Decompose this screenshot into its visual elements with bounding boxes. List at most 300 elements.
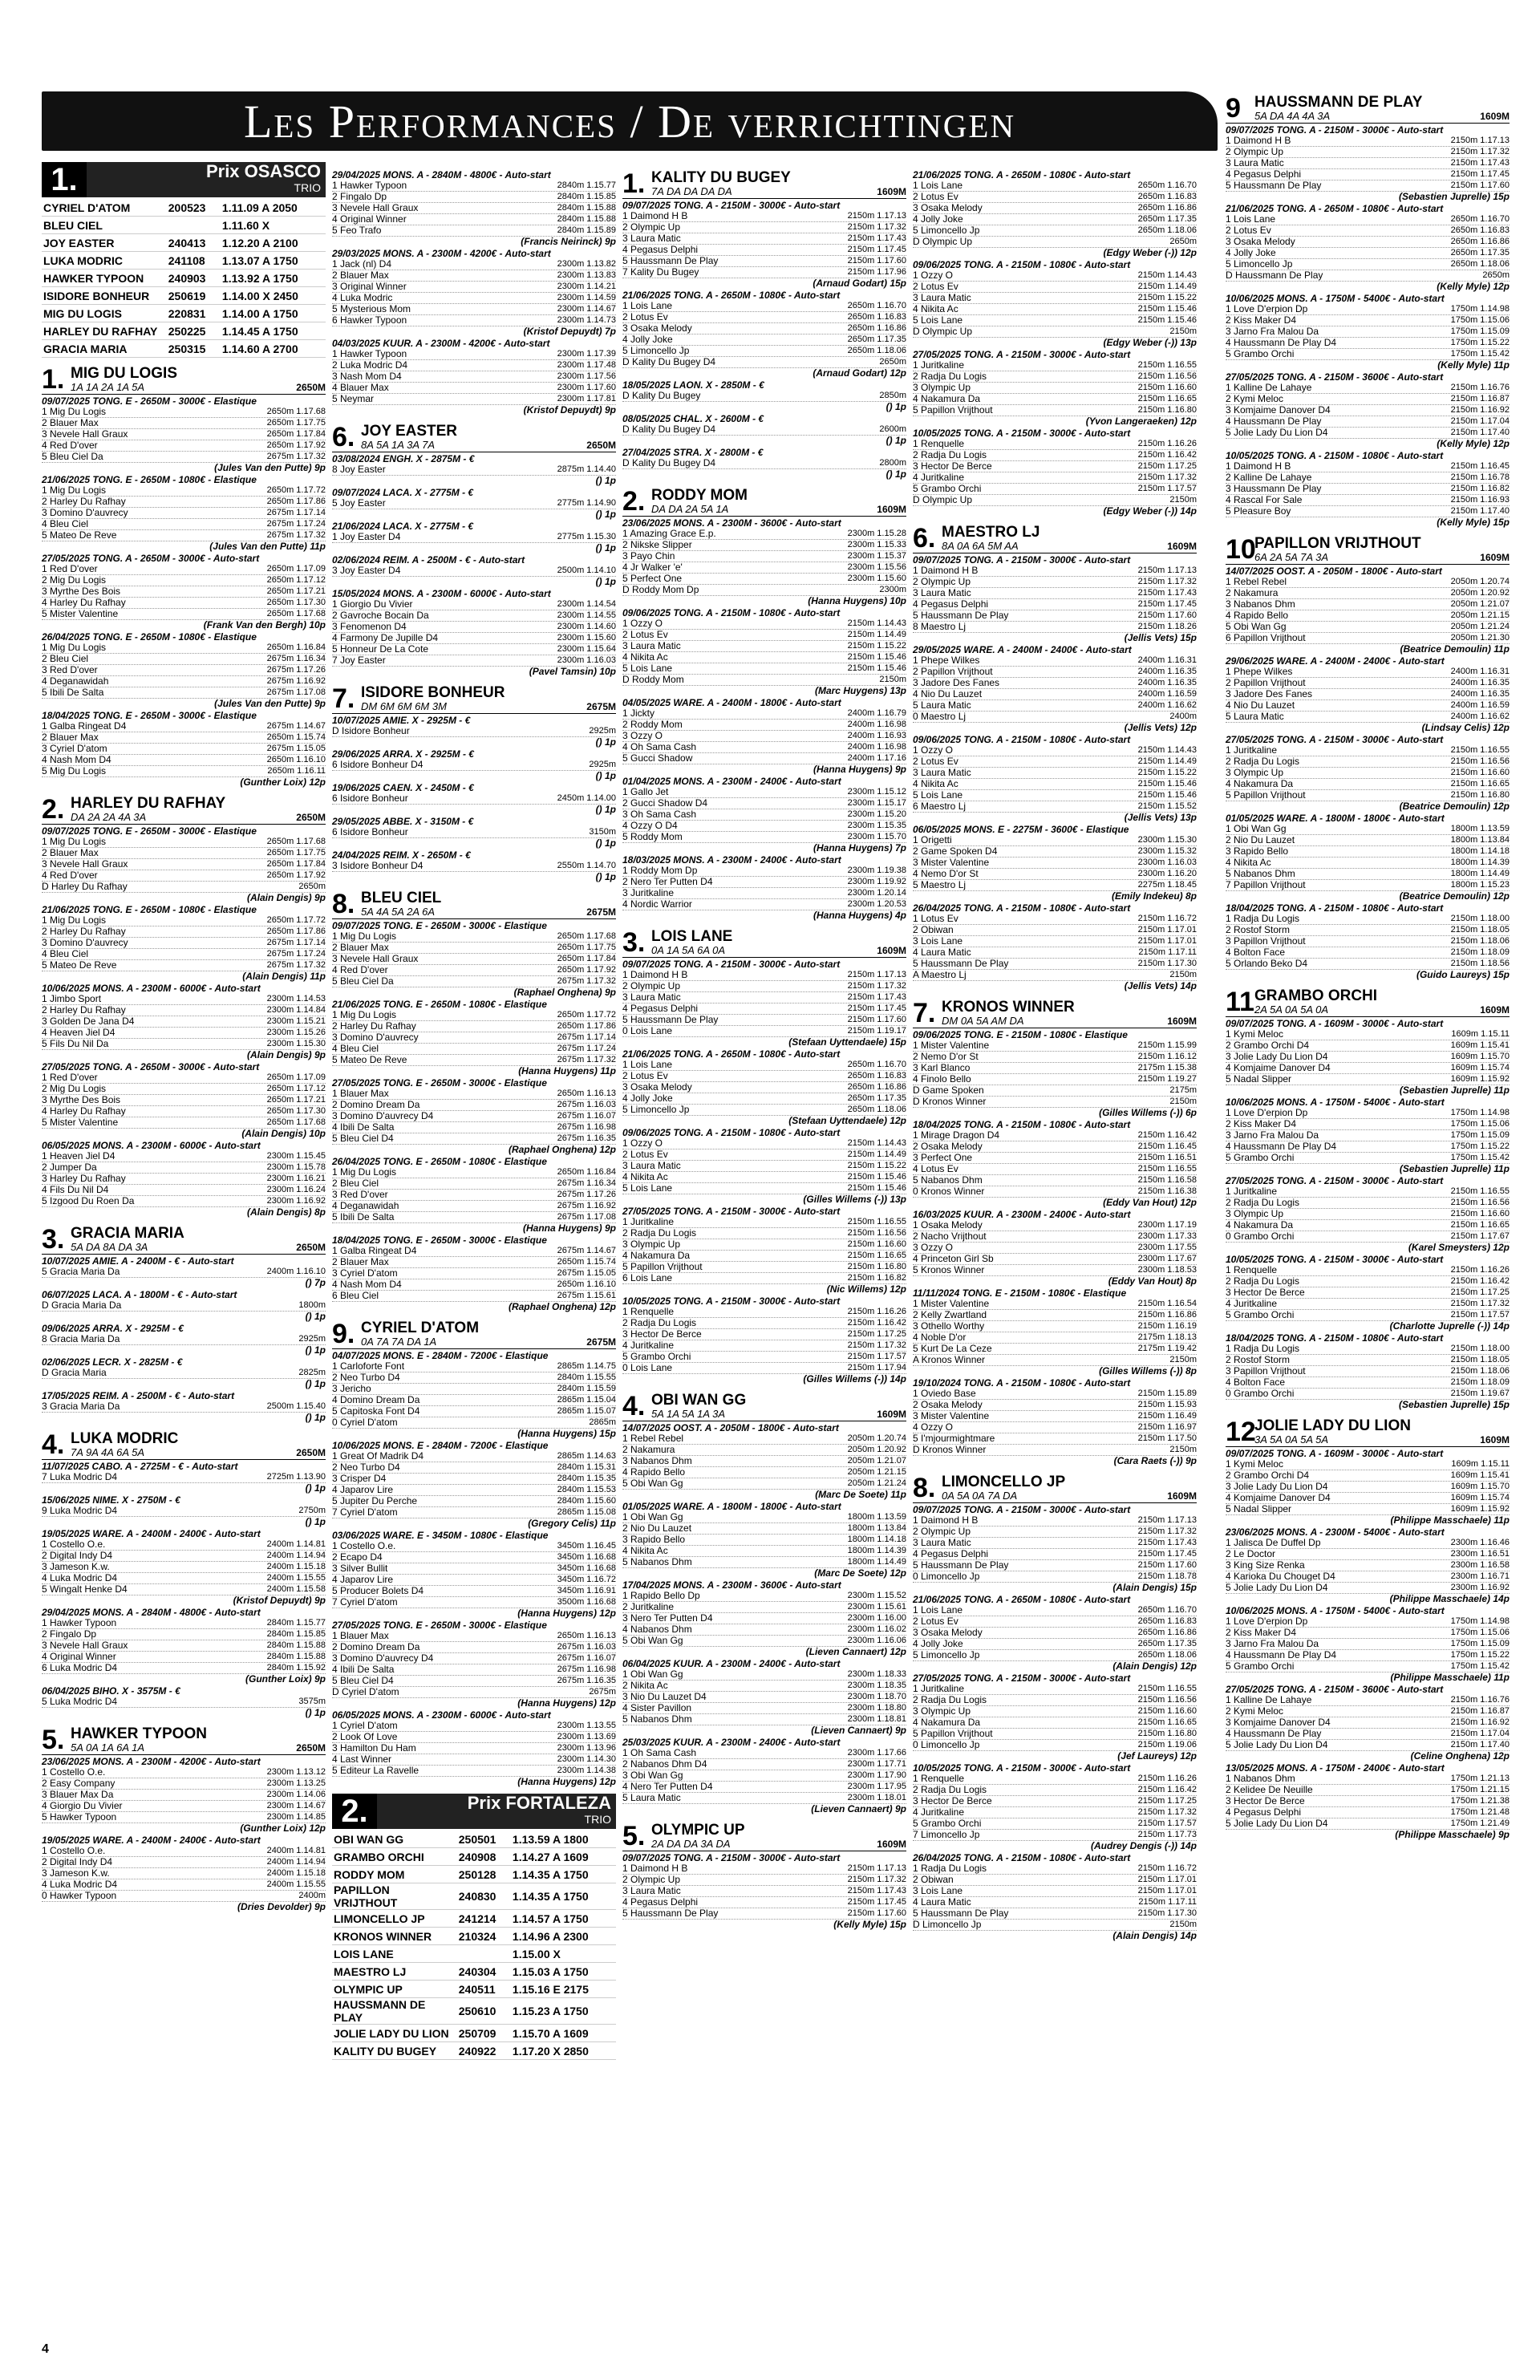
race-jockey: (Kristof Depuydt) 7p — [523, 326, 616, 337]
result-horse: 2 Game Spoken D4 — [913, 845, 998, 857]
race-jockey: (Hanna Huygens) 12p — [517, 1608, 616, 1619]
result-time: 2600m — [879, 424, 906, 434]
result-time: 1750m 1.15.09 — [1450, 326, 1510, 336]
race-result-row — [332, 1178, 616, 1190]
past-race — [622, 414, 906, 446]
result-horse: 4 Finolo Bello — [913, 1073, 971, 1085]
result-horse: 3 Jolie Lady Du Lion D4 — [1226, 1051, 1328, 1062]
race-result-row — [42, 643, 326, 654]
result-horse: 5 Nabanos Dhm — [913, 1174, 983, 1186]
result-time: 2300m 1.15.35 — [847, 821, 906, 830]
race-result-row — [42, 1790, 326, 1801]
result-horse: 5 Mateo De Reve — [332, 1054, 407, 1065]
race-heading: 11/11/2024 TONG. E - 2150M - 1080€ - Elastique — [913, 1287, 1127, 1299]
horse-list — [42, 366, 326, 1912]
horse-distance: 1609M — [877, 1839, 906, 1850]
result-horse: 4 Haussmann De Play — [1226, 1728, 1322, 1739]
result-time: 2650m 1.17.21 — [266, 586, 326, 596]
result-time: 2300m 1.17.66 — [847, 1748, 906, 1758]
horse-date — [457, 1945, 511, 1963]
result-horse: 5 Grambo Orchi — [1226, 1309, 1295, 1320]
result-time: 2875m 1.14.40 — [557, 464, 616, 474]
result-time: 2800m — [879, 458, 906, 468]
race-result-row — [42, 1778, 326, 1790]
result-horse: 5 Bleu Ciel D4 — [332, 1133, 394, 1144]
result-horse: 2 Le Doctor — [1226, 1548, 1276, 1559]
result-time: 2150m 1.17.32 — [847, 981, 906, 991]
result-time: 2150m 1.16.42 — [1450, 1276, 1510, 1286]
race-result-row — [913, 1186, 1197, 1198]
result-horse: 4 Luka Modric D4 — [42, 1572, 118, 1583]
race-jockey: () 1p — [595, 542, 616, 553]
race-result-row — [622, 888, 906, 899]
race-result-row — [1226, 1366, 1510, 1377]
result-horse: 4 Pegasus Delphi — [622, 244, 699, 255]
result-time: 2150m 1.17.45 — [847, 1003, 906, 1013]
past-race — [913, 645, 1197, 733]
result-time: 2300m 1.15.28 — [847, 529, 906, 538]
past-race — [913, 735, 1197, 823]
past-race — [913, 428, 1197, 517]
race-result-row — [332, 282, 616, 293]
result-time: 2650m 1.18.06 — [847, 346, 906, 355]
result-time: 2650m 1.16.84 — [266, 643, 326, 652]
result-horse: 4 Pegasus Delphi — [622, 1003, 699, 1014]
result-horse: 3 Nevele Hall Graux — [42, 1640, 128, 1651]
result-time: 2150m 1.16.55 — [1137, 360, 1197, 370]
result-time: 2650m 1.16.83 — [847, 1071, 906, 1081]
race-result-row — [42, 1640, 326, 1652]
horse-name: KALITY DU BUGEY — [332, 2042, 457, 2060]
result-time: 1800m 1.13.59 — [1450, 824, 1510, 833]
race-jockey: () 7p — [305, 1277, 326, 1288]
result-time: 2675m 1.16.92 — [557, 1201, 616, 1210]
horse-record: 1.15.23 A 1750 — [511, 1998, 616, 2025]
result-time: 2150m 1.16.78 — [1450, 472, 1510, 482]
result-time: 2400m 1.15.18 — [266, 1562, 326, 1571]
race-result-row — [1226, 1482, 1510, 1493]
race-jockey: (Gunther Loix) 9p — [245, 1673, 326, 1685]
result-horse: 1 Love D'erpion Dp — [1226, 1616, 1308, 1627]
horse-record: 1.15.70 A 1609 — [511, 2025, 616, 2042]
past-race — [1226, 372, 1510, 449]
result-time: 2150m 1.17.60 — [1137, 610, 1197, 620]
past-race — [913, 1288, 1197, 1377]
result-time: 2300m 1.19.92 — [847, 877, 906, 886]
past-race — [622, 1737, 906, 1814]
result-time: 2300m 1.13.96 — [557, 1743, 616, 1753]
result-time: 1750m 1.15.22 — [1450, 338, 1510, 347]
race-result-row — [42, 1039, 326, 1050]
race-result-row — [42, 586, 326, 598]
result-horse: 4 Red D'over — [42, 440, 98, 451]
ranking-row — [332, 2042, 616, 2060]
result-horse: 2 Fingalo Dp — [42, 1628, 97, 1640]
race-result-row — [1226, 869, 1510, 880]
result-horse: 5 Feo Trafo — [332, 225, 382, 236]
ranking-row — [332, 1928, 616, 1945]
result-horse: D Game Spoken — [913, 1085, 984, 1096]
result-time: 2550m 1.14.70 — [557, 861, 616, 870]
result-time: 2300m 1.14.84 — [266, 1005, 326, 1015]
result-time: 2150m 1.17.43 — [847, 233, 906, 243]
race-heading: 29/06/2025 ARRA. X - 2925M - € — [332, 748, 474, 760]
horse-date: 240903 — [167, 270, 221, 287]
past-race — [622, 1580, 906, 1657]
result-time: 2150m 1.15.46 — [847, 652, 906, 662]
race-result-row — [622, 1523, 906, 1535]
horse-header — [913, 1474, 1197, 1503]
horse-name: LOIS LANE — [332, 1945, 457, 1963]
race-heading: 01/05/2025 WARE. A - 1800M - 1800€ - Auto-start — [622, 1501, 841, 1512]
race-result-row — [913, 1310, 1197, 1321]
result-time: 2840m 1.15.88 — [557, 203, 616, 213]
past-race — [622, 1128, 906, 1205]
race-result-row — [913, 293, 1197, 304]
result-time: 2150m 1.14.43 — [1137, 270, 1197, 280]
result-time: 2675m 1.17.24 — [266, 949, 326, 959]
result-horse: 2 Nero Ter Putten D4 — [622, 876, 713, 887]
result-horse: 1 Mig Du Logis — [42, 914, 107, 926]
race-result-row — [1226, 506, 1510, 517]
result-horse: 3 Nevele Hall Graux — [332, 953, 419, 964]
result-horse: 4 Nakamura Da — [913, 1717, 981, 1728]
past-race — [332, 339, 616, 416]
race-result-row — [332, 1384, 616, 1395]
result-horse: 0 Limoncello Jp — [913, 1739, 980, 1750]
horse-date: 250610 — [457, 1998, 511, 2025]
result-time: 2650m 1.17.86 — [266, 926, 326, 936]
race-result-row — [332, 1167, 616, 1178]
race-result-row — [622, 267, 906, 278]
result-time: 2175m — [1169, 1085, 1197, 1095]
race-result-row — [332, 270, 616, 282]
past-race — [1226, 656, 1510, 733]
result-time: 1750m 1.15.42 — [1450, 1661, 1510, 1671]
race-result-row — [1226, 1153, 1510, 1164]
horse-music: DA DA 2A 5A 1A — [651, 503, 729, 515]
result-time: 2300m 1.20.14 — [847, 888, 906, 898]
race-heading: 19/10/2024 TONG. A - 2150M - 1080€ - Auto-start — [913, 1377, 1131, 1389]
result-horse: 2 Digital Indy D4 — [42, 1550, 113, 1561]
result-time: 2150m 1.15.22 — [1137, 293, 1197, 302]
horse-date: 220831 — [167, 305, 221, 322]
past-race — [913, 1378, 1197, 1466]
result-horse: 4 Noble D'or — [913, 1332, 967, 1343]
race-heading: 21/06/2025 TONG. E - 2650M - 1080€ - Elastique — [42, 474, 257, 485]
result-horse: 2 Kiss Maker D4 — [1226, 1627, 1297, 1638]
result-time: 2150m 1.17.01 — [1137, 936, 1197, 946]
result-time: 2650m — [1169, 237, 1197, 246]
past-race — [913, 1853, 1197, 1941]
result-time: 2675m 1.16.07 — [557, 1111, 616, 1121]
race-result-row — [42, 1334, 326, 1345]
result-time: 2300m 1.17.95 — [847, 1782, 906, 1791]
result-time: 3450m 1.16.68 — [557, 1563, 616, 1573]
race-jockey: (Marc De Soete) 12p — [814, 1567, 906, 1579]
race-result-row — [913, 405, 1197, 416]
result-time: 2150m 1.16.55 — [1137, 1684, 1197, 1693]
race-result-row — [622, 1456, 906, 1467]
race-result-row — [913, 588, 1197, 599]
horse-record: 1.11.09 A 2050 — [221, 199, 326, 217]
result-horse: 5 Hawker Typoon — [42, 1811, 117, 1823]
result-time: 3450m 1.16.68 — [557, 1552, 616, 1562]
result-horse: 5 Lois Lane — [913, 789, 963, 801]
result-horse: 1 Mig Du Logis — [42, 406, 107, 417]
race-result-row — [913, 1052, 1197, 1063]
race-result-row — [622, 753, 906, 764]
result-time: 1609m 1.15.11 — [1451, 1029, 1510, 1039]
result-horse: D Olympic Up — [913, 326, 973, 337]
result-time: 2150m 1.16.86 — [1137, 1310, 1197, 1320]
race-result-row — [913, 1875, 1197, 1886]
result-horse: 2 Osaka Melody — [913, 1141, 983, 1152]
result-time: 2300m 1.13.12 — [266, 1767, 326, 1777]
result-time: 2300m 1.14.30 — [557, 1754, 616, 1764]
race-result-row — [913, 1897, 1197, 1908]
race-number: 1. — [42, 162, 87, 197]
result-horse: 3 Laura Matic — [913, 1537, 971, 1548]
race-heading: 09/06/2025 TONG. A - 2150M - 1080€ - Auto-start — [913, 259, 1131, 270]
race-result-row — [42, 926, 326, 938]
result-horse: 2 Lotus Ev — [622, 311, 668, 322]
past-race — [1226, 1527, 1510, 1604]
race-jockey: (Kristof Depuydt) 9p — [523, 404, 616, 416]
result-time: 2300m 1.18.70 — [847, 1692, 906, 1701]
result-horse: 1 Giorgio Du Vivier — [332, 598, 413, 610]
race-heading: 17/05/2025 REIM. A - 2500M - € - Auto-start — [42, 1390, 235, 1401]
result-time: 2150m 1.17.57 — [1137, 484, 1197, 493]
horse-name: GRACIA MARIA — [42, 340, 167, 358]
race-heading: 13/05/2025 MONS. A - 1750M - 2400€ - Auto-start — [1226, 1762, 1445, 1774]
race-result-row — [332, 1541, 616, 1552]
result-time: 2650m 1.16.83 — [1137, 1616, 1197, 1626]
race-result-row — [1226, 1706, 1510, 1717]
result-horse: 2 Blauer Max — [332, 942, 389, 953]
result-time: 2050m 1.21.15 — [847, 1467, 906, 1477]
result-time: 2150m 1.16.65 — [847, 1251, 906, 1260]
result-horse: 5 Lois Lane — [622, 663, 673, 674]
past-race — [42, 1495, 326, 1527]
race-result-row — [332, 180, 616, 192]
race-heading: 09/06/2025 TONG. E - 2150M - 1080€ - Elastique — [913, 1029, 1128, 1040]
race-result-row — [1226, 1774, 1510, 1785]
race-result-row — [913, 970, 1197, 981]
race-result-row — [913, 484, 1197, 495]
horse-record: 1.14.00 A 1750 — [221, 305, 326, 322]
past-race — [332, 1078, 616, 1155]
race-result-row — [913, 835, 1197, 846]
result-time: 2400m 1.14.94 — [266, 1551, 326, 1560]
race-result-row — [42, 1151, 326, 1162]
past-race — [913, 260, 1197, 348]
result-horse: 3 Osaka Melody — [1226, 236, 1295, 247]
race-result-row — [42, 1562, 326, 1573]
race-result-row — [622, 574, 906, 585]
race-jockey: () 1p — [595, 475, 616, 486]
race-result-row — [622, 832, 906, 843]
result-horse: 4 Jolly Joke — [622, 1093, 673, 1104]
result-horse: 5 Neymar — [332, 393, 375, 404]
race-result-row — [913, 315, 1197, 326]
race-result-row — [913, 846, 1197, 858]
race-jockey: () 1p — [595, 576, 616, 587]
result-time: 2650m 1.16.70 — [847, 301, 906, 310]
result-time: 2840m 1.15.88 — [266, 1652, 326, 1661]
race-result-row — [913, 461, 1197, 472]
race-jockey: (Stefaan Uyttendaele) 15p — [788, 1036, 906, 1048]
result-horse: 1 Mig Du Logis — [42, 836, 107, 847]
result-time: 2150m 1.16.58 — [1137, 1175, 1197, 1185]
result-time: 2050m 1.21.30 — [1450, 633, 1510, 643]
race-result-row — [1226, 1220, 1510, 1231]
result-time: 2150m 1.16.80 — [1137, 405, 1197, 415]
race-result-row — [1226, 1029, 1510, 1040]
race-result-row — [913, 880, 1197, 891]
result-time: 2400m 1.15.55 — [266, 1573, 326, 1583]
race-heading: 29/05/2025 ABBE. X - 3150M - € — [332, 816, 474, 827]
horse-entry — [913, 999, 1197, 1466]
race-result-row — [622, 1329, 906, 1340]
result-time: 2150m 1.18.00 — [1450, 1344, 1510, 1353]
result-time: 2300m 1.17.90 — [847, 1770, 906, 1780]
past-race — [1226, 1449, 1510, 1526]
result-horse: 3 Osaka Melody — [622, 1081, 692, 1093]
past-race — [332, 1157, 616, 1234]
result-time: 2050m 1.20.74 — [1450, 577, 1510, 586]
race-result-row — [332, 1575, 616, 1586]
race-heading: 27/05/2025 TONG. A - 2150M - 3000€ - Auto-start — [913, 349, 1131, 360]
race-result-row — [1226, 1538, 1510, 1549]
horse-name: PAPILLON VRIJTHOUT — [1254, 535, 1421, 552]
race-result-row — [1226, 1639, 1510, 1650]
race-result-row — [622, 1557, 906, 1568]
result-horse: 5 Laura Matic — [913, 699, 971, 711]
race-result-row — [332, 371, 616, 383]
result-time: 2050m 1.21.07 — [847, 1456, 906, 1466]
horse-number: 6. — [913, 523, 936, 553]
result-horse: 1 Hawker Typoon — [42, 1617, 117, 1628]
race-jockey: () 1p — [305, 1344, 326, 1356]
result-horse: D Kality Du Bugey — [622, 390, 701, 401]
result-horse: 1 Ozzy O — [913, 270, 954, 281]
result-horse: 5 Limoncello Jp — [622, 345, 690, 356]
race-result-row — [332, 943, 616, 954]
past-race — [913, 1030, 1197, 1118]
result-horse: D Roddy Mom — [622, 674, 684, 685]
race-result-row — [42, 1801, 326, 1812]
result-time: 2300m 1.15.30 — [266, 1039, 326, 1048]
result-horse: 1 Gallo Jet — [622, 786, 669, 797]
horse-record: 1.15.16 E 2175 — [511, 1981, 616, 1998]
past-race — [622, 1206, 906, 1295]
race-result-row — [622, 1445, 906, 1456]
result-time: 2150m 1.15.46 — [1137, 790, 1197, 800]
race-result-row — [1226, 1310, 1510, 1321]
result-time: 2650m 1.16.10 — [266, 755, 326, 764]
race-result-row — [1226, 700, 1510, 712]
race-heading: 21/06/2025 TONG. A - 2650M - 1080€ - Auto-start — [913, 1594, 1131, 1605]
race-result-row — [622, 1433, 906, 1445]
race-result-row — [42, 687, 326, 699]
result-time: 2150m 1.16.87 — [1450, 1706, 1510, 1716]
result-horse: 0 Kronos Winner — [913, 1186, 985, 1197]
result-time: 2300m 1.15.26 — [266, 1028, 326, 1037]
race-result-row — [622, 652, 906, 663]
race-result-row — [1226, 1571, 1510, 1583]
ranking-row — [332, 1866, 616, 1883]
race-heading: 10/05/2025 TONG. A - 2150M - 3000€ - Auto-start — [913, 1762, 1131, 1774]
result-time: 1800m 1.14.39 — [1450, 858, 1510, 867]
result-time: 2150m 1.17.73 — [1137, 1830, 1197, 1839]
past-race — [42, 1391, 326, 1423]
race-heading: 26/04/2025 TONG. E - 2650M - 1080€ - Elastique — [332, 1156, 547, 1167]
result-horse: 4 Pegasus Delphi — [913, 1548, 989, 1559]
result-time: 2675m 1.17.14 — [266, 938, 326, 947]
horse-distance: 1609M — [877, 504, 906, 515]
horse-number: 5. — [622, 1821, 646, 1851]
result-horse: 5 Haussmann De Play — [913, 1559, 1009, 1571]
race-result-row — [913, 304, 1197, 315]
result-horse: 1 Kalline De Lahaye — [1226, 1694, 1312, 1705]
result-horse: 4 Haussmann De Play D4 — [1226, 337, 1337, 348]
race-heading: 09/07/2025 TONG. A - 2150M - 3000€ - Auto-start — [622, 959, 841, 970]
race-result-row — [332, 827, 616, 838]
result-time: 2050m 1.21.15 — [1450, 610, 1510, 620]
race-result-row — [913, 214, 1197, 225]
result-time: 2300m 1.17.71 — [847, 1759, 906, 1769]
race-result-row — [622, 1149, 906, 1161]
race-result-row — [42, 1185, 326, 1196]
race-result-row — [1226, 338, 1510, 349]
result-horse: 2 Nakamura — [622, 1444, 675, 1455]
result-time: 2150m 1.16.54 — [1137, 1299, 1197, 1308]
horse-music: 2A DA DA 3A DA — [651, 1838, 731, 1850]
race-result-row — [1226, 270, 1510, 282]
result-time: 2050m 1.20.74 — [847, 1433, 906, 1443]
horse-list — [913, 170, 1197, 1941]
result-time: 2300m 1.18.81 — [847, 1714, 906, 1724]
horse-date: 241214 — [457, 1910, 511, 1928]
result-horse: 3 Obi Wan Gg — [622, 1770, 683, 1781]
result-time: 2150m 1.17.60 — [847, 256, 906, 266]
result-time: 1800m 1.14.39 — [847, 1546, 906, 1555]
result-time: 2650m 1.18.06 — [1450, 259, 1510, 269]
result-time: 2150m 1.17.32 — [847, 222, 906, 232]
result-time: 2150m 1.17.13 — [847, 211, 906, 221]
race-result-row — [42, 676, 326, 687]
result-time: 1800m 1.14.18 — [847, 1535, 906, 1544]
result-horse: 1 Mister Valentine — [913, 1298, 990, 1309]
past-race — [913, 825, 1197, 902]
race-result-row — [1226, 1130, 1510, 1141]
result-time: 2300m 1.17.55 — [1137, 1243, 1197, 1252]
horse-number: 12 — [1226, 1417, 1256, 1447]
result-horse: 2 Mig Du Logis — [42, 1083, 107, 1094]
horse-number: 7. — [913, 998, 936, 1028]
result-time: 2300m 1.18.01 — [847, 1793, 906, 1802]
race-result-row — [1226, 1198, 1510, 1209]
race-jockey: (Emily Indekeu) 8p — [1111, 890, 1197, 902]
result-horse: 3 Domino D'auvrecy D4 — [332, 1110, 434, 1121]
horse-entry — [42, 796, 326, 1218]
result-horse: 1 Blauer Max — [332, 1630, 389, 1641]
result-horse: 4 Farmony De Jupille D4 — [332, 632, 439, 643]
race-result-row — [42, 1629, 326, 1640]
horse-name: GRACIA MARIA — [71, 1225, 184, 1242]
result-horse: 3 Lois Lane — [913, 1885, 963, 1896]
